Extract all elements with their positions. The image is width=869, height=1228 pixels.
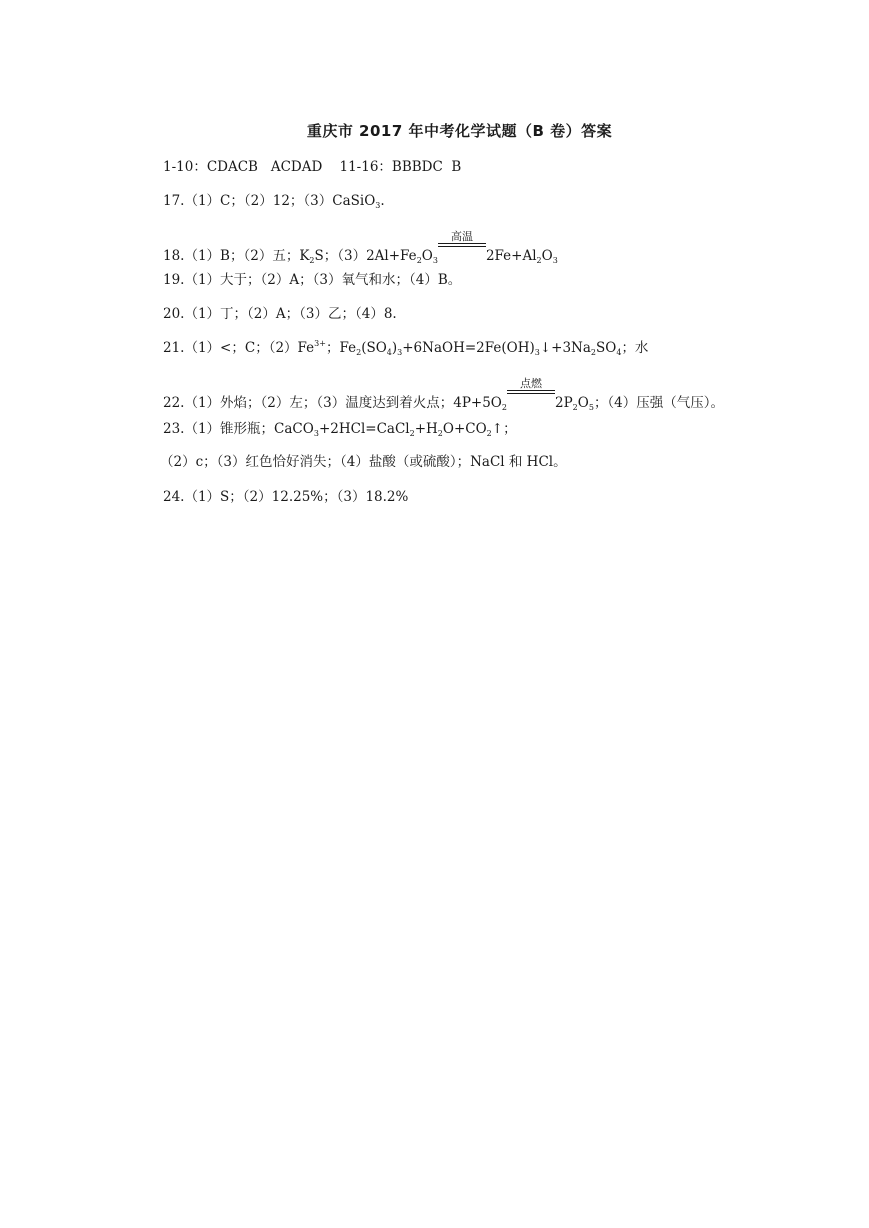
subscript: 2 — [501, 403, 507, 412]
answer-22-end: ；（4）压强（气压）。 — [593, 395, 725, 411]
subscript: 2 — [309, 256, 315, 265]
equals-line — [438, 246, 486, 247]
answer-17 — [163, 192, 385, 210]
answer-18-text: O — [421, 248, 433, 264]
subscript: 3 — [432, 256, 438, 265]
answer-21 — [163, 339, 648, 357]
equals-line — [438, 243, 486, 244]
subscript: 5 — [588, 403, 594, 412]
answer-22-text: 22.（1）外焰；（2）左；（3）温度达到着火点；4P+5O — [163, 395, 502, 411]
answer-21-text: 21.（1）<；C；（2）Fe — [163, 340, 315, 356]
subscript: 3 — [534, 348, 540, 357]
subscript: 4 — [616, 348, 622, 357]
page-title: 重庆市 2017 年中考化学试题（B 卷）答案 — [306, 122, 613, 140]
answer-23-part2-text: （2）c；（3）红色恰好消失；（4）盐酸（或硫酸）；NaCl 和 HCl。 — [160, 454, 567, 470]
answer-21-end: ；水 — [621, 340, 649, 356]
subscript: 3 — [313, 429, 319, 438]
answer-18-text: 18.（1）B；（2）五；K — [163, 248, 310, 264]
subscript: 3 — [552, 256, 558, 265]
subscript: 2 — [536, 256, 542, 265]
answer-23-part1 — [163, 420, 517, 438]
answer-21-text: ↓+3Na — [539, 340, 591, 356]
equals-line — [507, 393, 555, 394]
subscript: 2 — [416, 256, 422, 265]
answer-18 — [163, 230, 558, 265]
answer-21-text: (SO — [361, 340, 387, 356]
subscript: 2 — [409, 429, 415, 438]
answer-21-text: +6NaOH=2Fe(OH) — [402, 340, 535, 356]
answer-24 — [163, 488, 408, 506]
subscript: 2 — [486, 429, 492, 438]
reaction-condition — [438, 230, 486, 260]
subscript: 2 — [356, 348, 362, 357]
subscript: 2 — [590, 348, 597, 357]
answer-23-end: ↑； — [491, 421, 517, 437]
answer-19 — [163, 271, 461, 289]
subscript: 4 — [386, 348, 392, 357]
subscript: 3 — [375, 201, 381, 210]
answer-20-text: 20.（1）丁；（2）A；（3）乙；（4）8. — [163, 306, 397, 322]
superscript: 3+ — [314, 339, 326, 348]
answer-22-text: 2P — [554, 395, 573, 411]
answer-23-part2 — [160, 453, 567, 471]
equals-line — [507, 390, 555, 391]
subscript: 3 — [397, 348, 403, 357]
answer-21-text: ；Fe — [325, 340, 357, 356]
answer-24-text: 24.（1）S；（2）12.25%；（3）18.2% — [163, 489, 409, 505]
answer-20 — [163, 305, 397, 323]
subscript: 2 — [437, 429, 443, 438]
subscript: 2 — [572, 403, 578, 412]
condition-label: 点燃 — [519, 377, 542, 390]
answer-18-text: S；（3）2Al+Fe — [314, 248, 417, 264]
answer-22 — [163, 377, 725, 412]
answer-23-text: O+CO — [442, 421, 487, 437]
answer-18-text: O — [541, 248, 553, 264]
answer-mc-text: 1-10：CDACB ACDAD 11-16：BBBDC B — [163, 159, 462, 175]
reaction-condition — [507, 377, 555, 407]
answer-18-text: 2Fe+Al — [485, 248, 537, 264]
answer-17-end: . — [380, 193, 385, 209]
answer-17-text: 17.（1）C；（2）12；（3）CaSiO — [163, 193, 376, 209]
answer-23-text: +H — [414, 421, 438, 437]
answer-21-text: SO — [596, 340, 617, 356]
answer-22-text: O — [577, 395, 589, 411]
condition-label: 高温 — [450, 230, 473, 243]
answer-mc — [163, 158, 461, 176]
answer-23-text: +2HCl=CaCl — [318, 421, 410, 437]
answer-19-text: 19.（1）大于；（2）A；（3）氧气和水；（4）B。 — [163, 272, 462, 288]
answer-21-text: ) — [391, 340, 398, 356]
answer-23-text: 23.（1）锥形瓶；CaCO — [163, 421, 314, 437]
